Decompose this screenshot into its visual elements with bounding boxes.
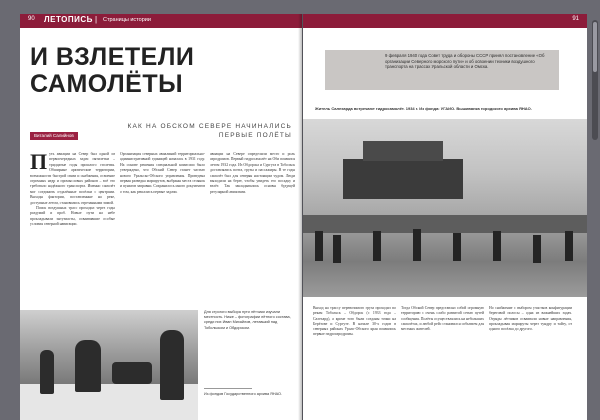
left-page [20, 14, 302, 420]
left-body-columns [30, 152, 296, 303]
drop-cap: П [30, 152, 48, 174]
archive-photo-workers [20, 310, 198, 420]
photo-caption-top [204, 310, 296, 331]
right-header-bar [303, 14, 587, 28]
photo-caption-bottom: Из фондов Государственного архива ЯНАО. [204, 392, 283, 396]
article-title: И ВЗЛЕТЕЛИ САМОЛЁТЫ [30, 43, 195, 98]
right-page [303, 14, 587, 420]
body-column-6: Но снабжение с выбором участков конфигурации береговой полосы – одна из важнейших задач. Отряды лётчиков осваивали новые направления, прокладывая маршруты через тундру и тайгу, от одного посёлка до другого. [489, 306, 572, 332]
body-text: Поиск воздушных трасс проходил через годы раздумий и проб. Новые пути на небе прокладывали энтузиасты, осваивавшие особые условия северной навигации. [30, 206, 115, 227]
left-header-bar [20, 14, 302, 28]
header-brand: ЛЕТОПИСЬ [44, 15, 93, 24]
body-column-2: Организация северных авиалиний территориально-административной единицей началась в 1931 году. На основе решения специальной комиссии было утверждено, что Обский Север станет частью нового Уральско-Обского управления. Проведена первая разведка маршрутов, выбраны места стоянок и пунктов заправки. Сохранилось много документов о том, как решались первые задачи. [120, 152, 205, 194]
body-column-1 [30, 152, 115, 303]
header-separator: | [95, 15, 98, 24]
main-photo-caption: Житель Салехарда встречают гидросамолёт. 1934 г. Из фонда: УГАИО. Вышиванка городского архива ЯНАО. [315, 106, 532, 111]
caption-text: Для строгого выбора пути лётчики изучали местность. Ниже – фотографии лётного состава, среди них Иван Михайлов, летавший над Тобольском и Обдорском. [204, 310, 291, 330]
highlight-box-text: 9 февраля 1940 года Совет труда и обороны СССР принял постановление «Об организации Северного морского пути» и об освоении техники воздушного транспорта на трассах Уральской области и Омска. [385, 53, 545, 70]
left-page-number: 90 [28, 16, 35, 22]
author-label: Виталий Салийнов [30, 132, 78, 140]
body-column-3: авиации на Севере определили место и роль аэродромов. Первый гидросамолёт на Оби появился летом 1932 года. Из Обдорска и Сургута в Тобольск доставлялись почта, грузы и пассажиры. В те годы самолёт был для северян настоящим чудом. Люди выходили на берег, чтобы увидеть его посадку и взлёт. Так закладывались основы будущей регулярной авиасвязи. [210, 152, 295, 194]
viewer-scrollbar[interactable] [592, 20, 598, 140]
right-page-number: 91 [572, 16, 579, 22]
right-body-columns [313, 306, 581, 420]
caption-divider [204, 388, 252, 389]
body-column-4: Выход на трассу перевозимого груза проходил по рекам Тобольск – Обдорск (с 1933 года – Салехард), а кроме того были созданы точки на Берёзове и Сургуте. В начале 30-х годов в северных районах Урало-Обского края появились первые гидроаэродромы. [313, 306, 396, 337]
body-column-5: Тогда Обский Север представлял собой огромную территорию с очень слабо развитой сетью путей сообщения. Полёты осуществлялись на небольших самолётах, и любой рейс становился событием для местных жителей. [401, 306, 484, 332]
scrollbar-thumb[interactable] [593, 22, 597, 72]
body-text: уть авиации на Север был одной из первоочередных задач пятилетки – тридцатые годы прошлого столетия. Обширные арктические территории, возможности быстрой связи и снабжения, освоение огромных недр и промысловых районов – всё это требовало надёжного транспорта. Именно самолёт мог соединить отдалённые посёлки с центрами. Выходы фактории, поставленные на реке, доступные летом, становились отрезанными зимой. [30, 152, 115, 205]
highlight-box [325, 50, 559, 90]
archive-photo-seaplane-crowd [303, 119, 587, 297]
header-section: Страницы истории [103, 17, 151, 23]
article-subtitle: КАК НА ОБСКОМ СЕВЕРЕ НАЧИНАЛИСЬ ПЕРВЫЕ ПОЛЁТЫ [127, 123, 292, 139]
